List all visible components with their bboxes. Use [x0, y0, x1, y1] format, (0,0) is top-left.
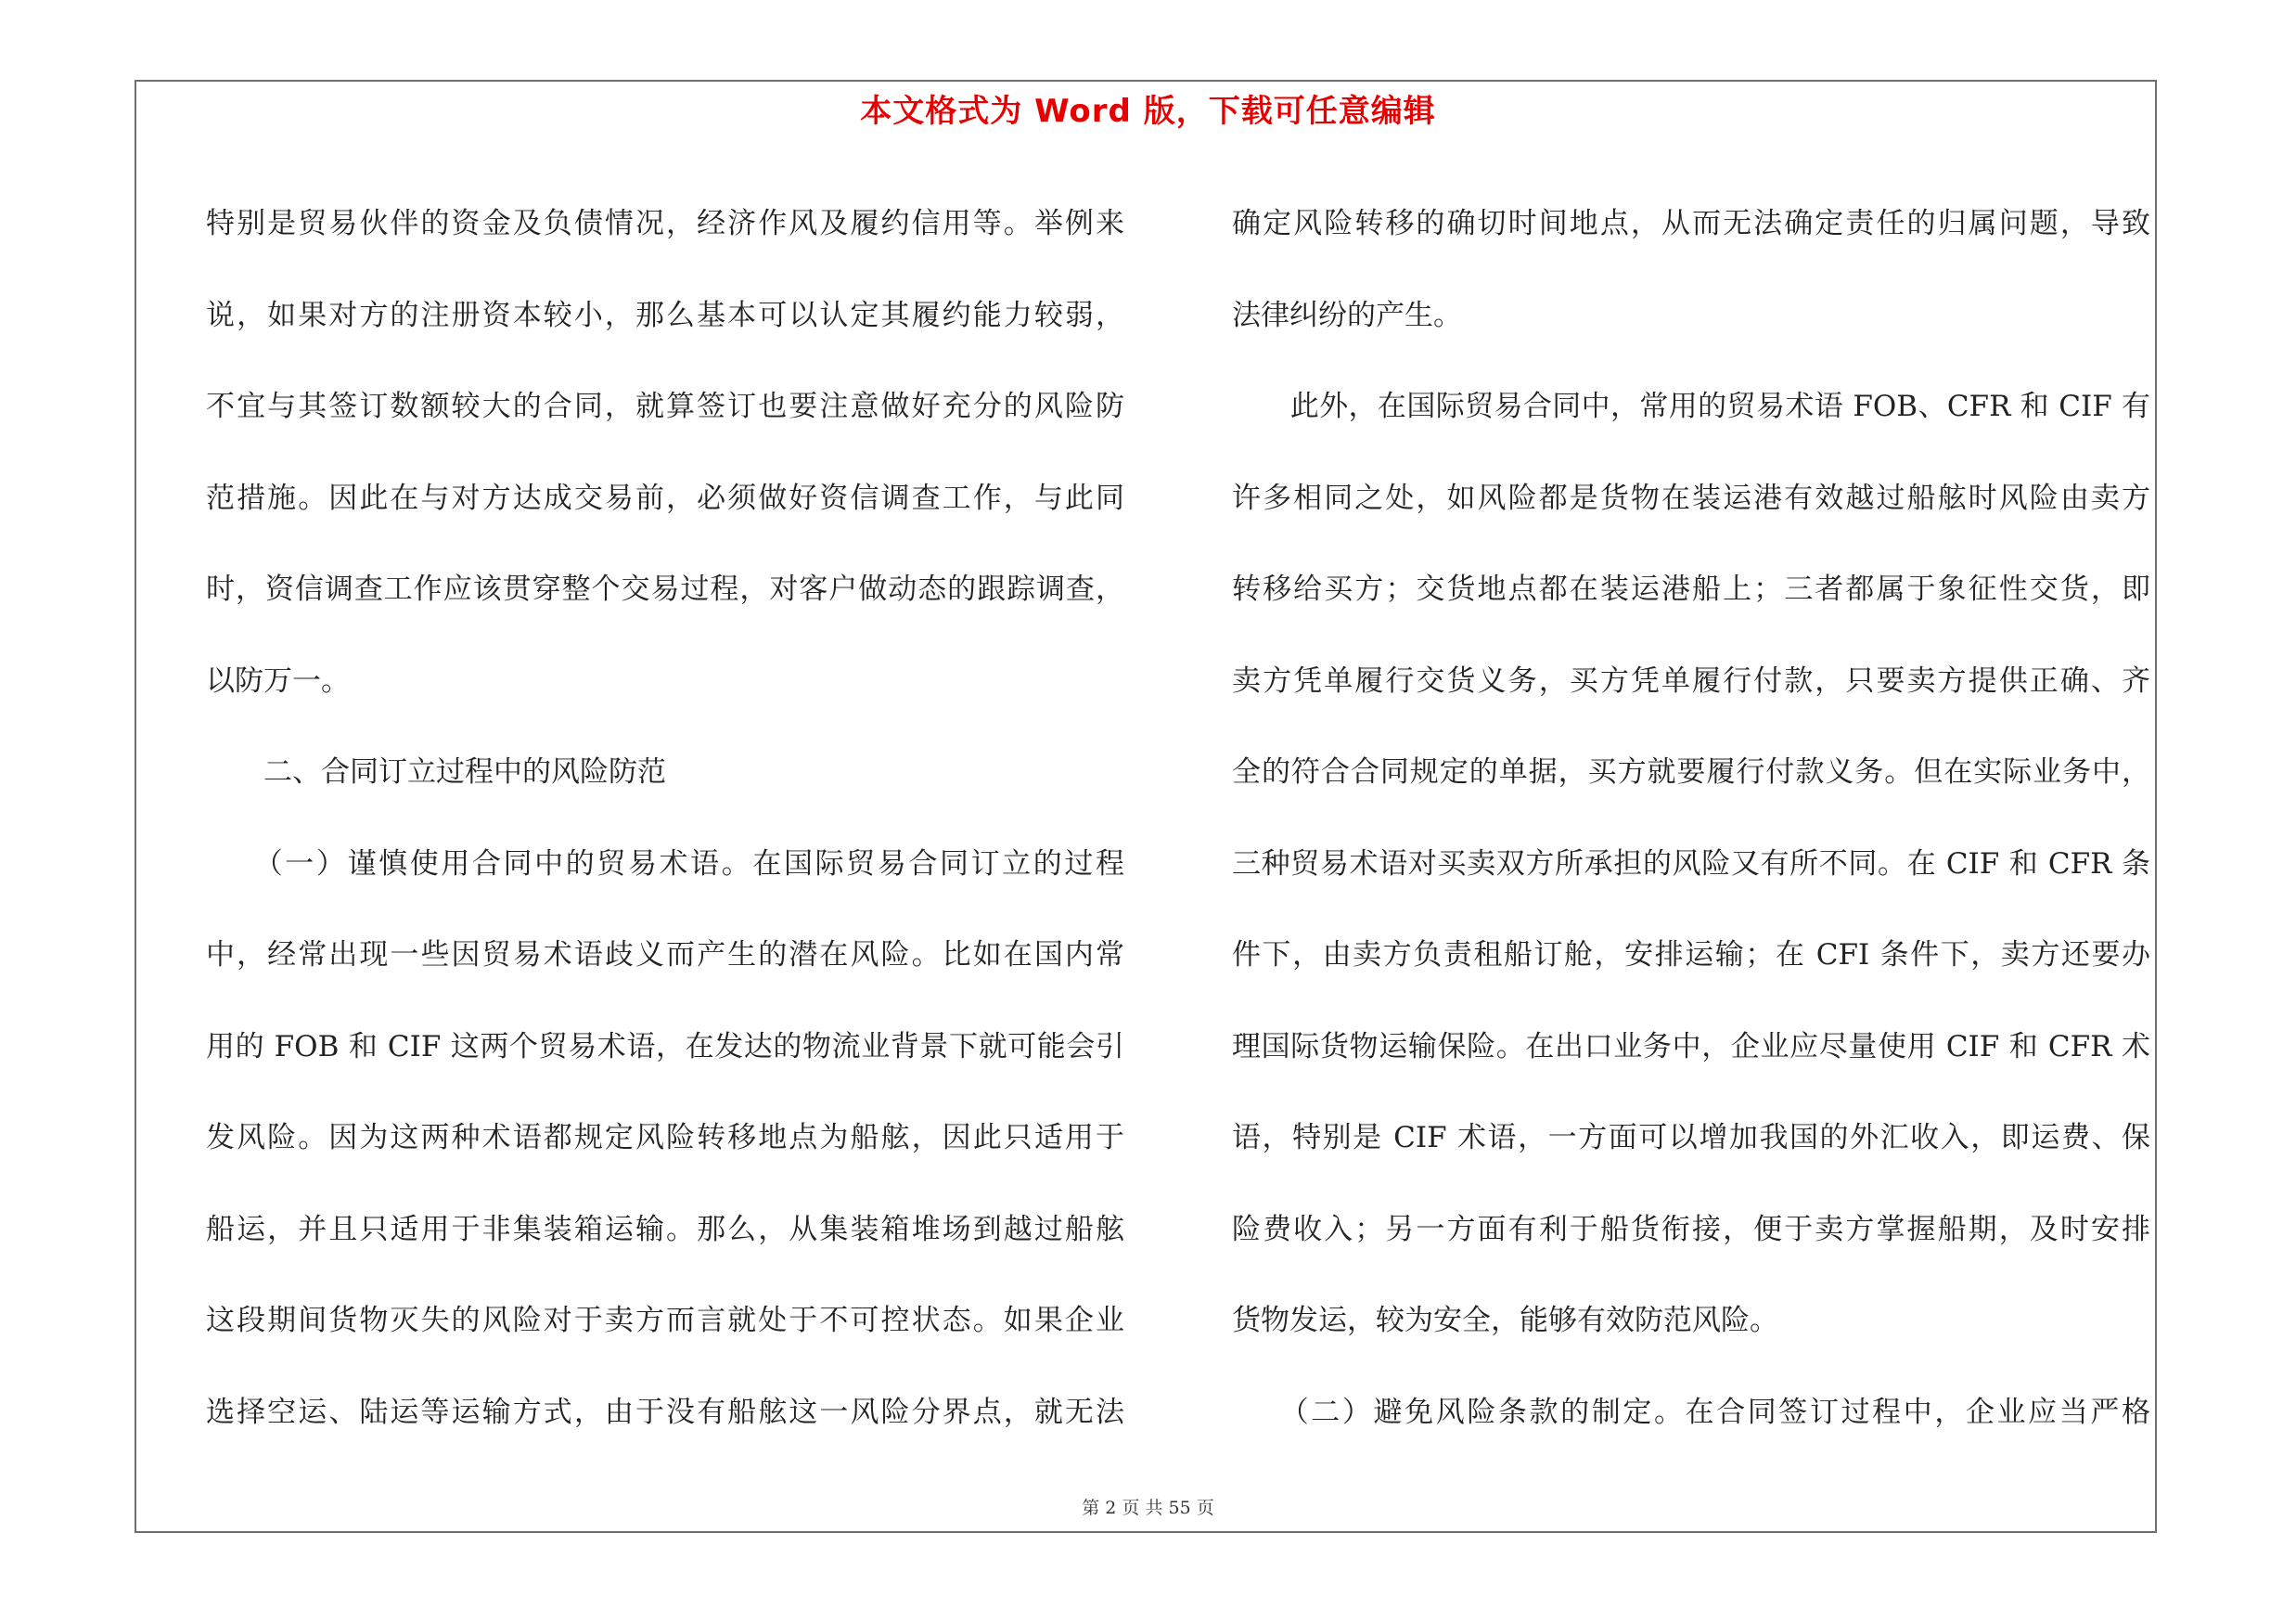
- text-line: 选择空运、陆运等运输方式，由于没有船舷这一风险分界点，就无法: [206, 1395, 1124, 1429]
- text-line: 船运，并且只适用于非集装箱运输。那么，从集装箱堆场到越过船舷: [206, 1212, 1124, 1246]
- text-line: 转移给买方；交货地点都在装运港船上；三者都属于象征性交货，即: [1232, 573, 2150, 606]
- text-line: 中，经常出现一些因贸易术语歧义而产生的潜在风险。比如在国内常: [206, 938, 1124, 972]
- text-line: （一）谨慎使用合同中的贸易术语。在国际贸易合同订立的过程: [206, 846, 1124, 881]
- text-line: 许多相同之处，如风险都是货物在装运港有效越过船舷时风险由卖方: [1232, 481, 2150, 515]
- text-line: 险费收入；另一方面有利于船货衔接，便于卖方掌握船期，及时安排: [1232, 1212, 2150, 1246]
- text-line: 全的符合合同规定的单据，买方就要履行付款义务。但在实际业务中，: [1232, 755, 2150, 789]
- text-line: 理国际货物运输保险。在出口业务中，企业应尽量使用 CIF 和 CFR 术: [1232, 1029, 2150, 1063]
- text-line: 三种贸易术语对买卖双方所承担的风险又有所不同。在 CIF 和 CFR 条: [1232, 846, 2150, 881]
- text-line: 此外，在国际贸易合同中，常用的贸易术语 FOB、CFR 和 CIF 有: [1232, 390, 2150, 423]
- text-line: 以防万一。: [206, 663, 350, 698]
- text-line: 特别是贸易伙伴的资金及负债情况，经济作风及履约信用等。举例来: [206, 207, 1124, 240]
- text-line: 时，资信调查工作应该贯穿整个交易过程，对客户做动态的跟踪调查，: [206, 573, 1124, 606]
- text-line: 这段期间货物灭失的风险对于卖方而言就处于不可控状态。如果企业: [206, 1304, 1124, 1337]
- format-banner: 本文格式为 Word 版，下载可任意编辑: [860, 93, 1436, 130]
- text-line: 说，如果对方的注册资本较小，那么基本可以认定其履约能力较弱，: [206, 298, 1124, 332]
- text-line: 法律纠纷的产生。: [1232, 298, 1462, 332]
- right-text-column: [1232, 178, 2150, 1458]
- text-line: 用的 FOB 和 CIF 这两个贸易术语，在发达的物流业背景下就可能会引: [206, 1029, 1124, 1063]
- page-number-footer: 第 2 页 共 55 页: [1082, 1498, 1214, 1518]
- text-line: 范措施。因此在与对方达成交易前，必须做好资信调查工作，与此同: [206, 481, 1124, 515]
- text-line: （二）避免风险条款的制定。在合同签订过程中，企业应当严格: [1232, 1395, 2150, 1429]
- text-line: 不宜与其签订数额较大的合同，就算签订也要注意做好充分的风险防: [206, 390, 1124, 423]
- text-line: 发风险。因为这两种术语都规定风险转移地点为船舷，因此只适用于: [206, 1121, 1124, 1154]
- text-line: 货物发运，较为安全，能够有效防范风险。: [1232, 1304, 1778, 1337]
- section-heading: 二、合同订立过程中的风险防范: [206, 755, 666, 789]
- left-text-column: [206, 178, 1124, 1458]
- text-line: 卖方凭单履行交货义务，买方凭单履行付款，只要卖方提供正确、齐: [1232, 663, 2150, 698]
- text-line: 语，特别是 CIF 术语，一方面可以增加我国的外汇收入，即运费、保: [1232, 1121, 2150, 1154]
- text-line: 件下，由卖方负责租船订舱，安排运输；在 CFI 条件下，卖方还要办: [1232, 938, 2150, 972]
- text-line: 确定风险转移的确切时间地点，从而无法确定责任的归属问题，导致: [1232, 207, 2150, 240]
